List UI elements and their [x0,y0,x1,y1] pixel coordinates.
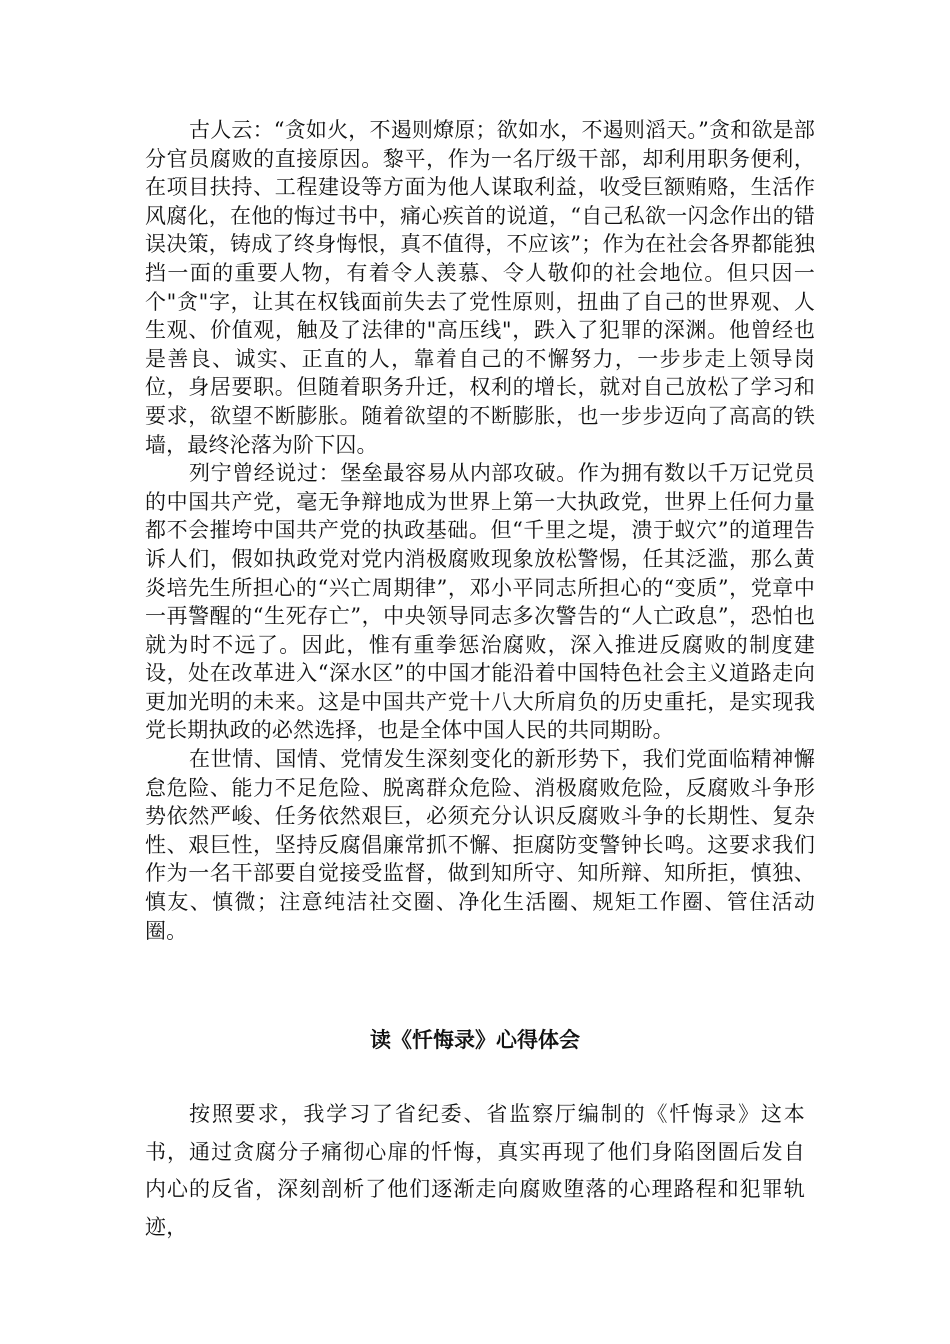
paragraph-new-situation: 在世情、国情、党情发生深刻变化的新形势下，我们党面临精神懈怠危险、能力不足危险、脱离群众危险、消极腐败危险，反腐败斗争形势依然严峻、任务依然艰巨，必须充分认识反腐败斗争的长期性、复杂性、艰巨性，坚持反腐倡廉常抓不懈、拒腐防变警钟长鸣。这要求我们作为一名干部要自觉接受监督，做到知所守、知所辩、知所拒，慎独、慎友、慎微；注意纯洁社交圈、净化生活圈、规矩工作圈、管住活动圈。 [145,747,815,943]
paragraph-greed-and-desire: 古人云：“贪如火，不遏则燎原；欲如水，不遏则滔天。”贪和欲是部分官员腐败的直接原因。黎平，作为一名厅级干部，却利用职务便利，在项目扶持、工程建设等方面为他人谋取利益，收受巨额贿赂，生活作风腐化，在他的悔过书中，痛心疾首的说道，“自己私欲一闪念作出的错误决策，铸成了终身悔恨，真不值得，不应该”；作为在社会各界都能独挡一面的重要人物，有着令人羡慕、令人敬仰的社会地位。但只因一个"贪"字，让其在权钱面前失去了党性原则，扭曲了自己的世界观、人生观、价值观，触及了法律的"高压线"，跌入了犯罪的深渊。他曾经也是善良、诚实、正直的人，靠着自己的不懈努力，一步步走上领导岗位，身居要职。但随着职务升迁，权利的增长，就对自己放松了学习和要求，欲望不断膨胀。随着欲望的不断膨胀，也一步步迈向了高高的铁墙，最终沦落为阶下囚。 [145,118,815,457]
essay-title: 读《忏悔录》心得体会 [370,1027,580,1052]
paragraph-study-requirement: 按照要求，我学习了省纪委、省监察厅编制的《忏悔录》这本书，通过贪腐分子痛彻心扉的忏悔，真实再现了他们身陷囹圄后发自内心的反省，深刻剖析了他们逐渐走向腐败堕落的心理路程和犯罪轨迹， [145,1102,805,1239]
essay-section-top [145,116,815,945]
essay-section-bottom [145,1096,805,1246]
paragraph-lenin-quote: 列宁曾经说过：堡垒最容易从内部攻破。作为拥有数以千万记党员的中国共产党，毫无争辩地成为世界上第一大执政党，世界上任何力量都不会摧垮中国共产党的执政基础。但“千里之堤，溃于蚁穴”的道理告诉人们，假如执政党对党内消极腐败现象放松警惕，任其泛滥，那么黄炎培先生所担心的“兴亡周期律”，邓小平同志所担心的“变质”，党章中一再警醒的“生死存亡”，中央领导同志多次警告的“人亡政息”，恐怕也就为时不远了。因此，惟有重拳惩治腐败，深入推进反腐败的制度建设，处在改革进入“深水区”的中国才能沿着中国特色社会主义道路走向更加光明的未来。这是中国共产党十八大所肩负的历史重托，是实现我党长期执政的必然选择，也是全体中国人民的共同期盼。 [145,461,815,743]
